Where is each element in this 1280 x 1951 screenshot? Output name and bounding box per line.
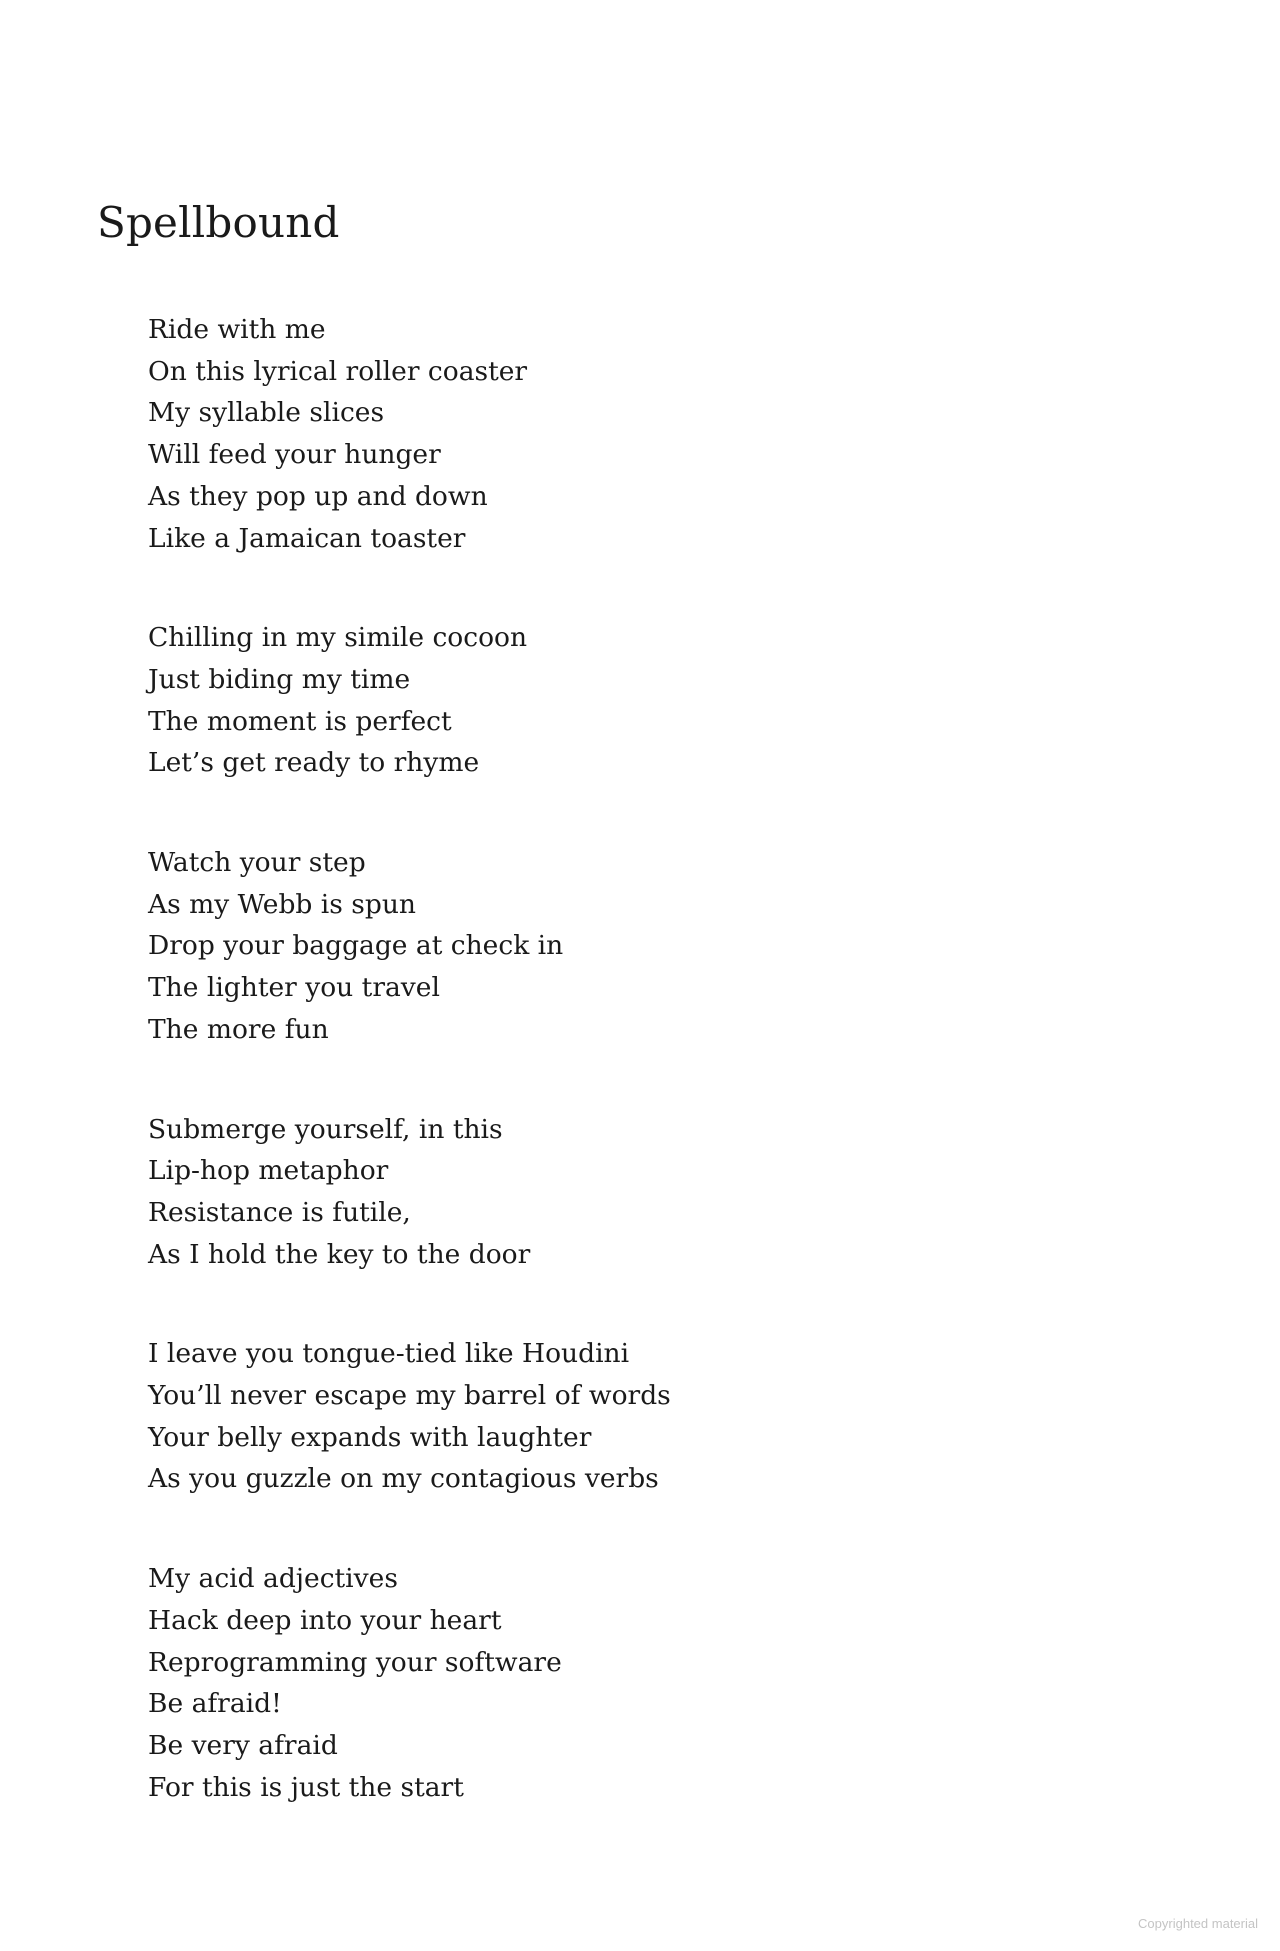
poem-line: The more fun xyxy=(148,1013,329,1045)
poem-line: For this is just the start xyxy=(148,1771,464,1803)
stanza-4 xyxy=(148,1109,1048,1276)
poem-line: The lighter you travel xyxy=(148,972,440,1004)
poem-line: Will feed your hunger xyxy=(148,439,441,471)
stanza-6 xyxy=(148,1558,1048,1808)
poem-line: Just biding my time xyxy=(148,663,411,695)
poem-line: As my Webb is spun xyxy=(148,888,416,920)
poem-line: My acid adjectives xyxy=(148,1563,398,1595)
poem-line: Be very afraid xyxy=(148,1729,338,1761)
poem-line: On this lyrical roller coaster xyxy=(148,355,528,387)
poem-line: Watch your step xyxy=(148,847,366,879)
poem-body xyxy=(148,309,1048,1808)
poem-line: My syllable slices xyxy=(148,397,385,429)
poem-line: Submerge yourself, in this xyxy=(148,1113,503,1145)
stanza-1 xyxy=(148,309,1048,559)
copyright-watermark: Copyrighted material xyxy=(1138,1916,1258,1931)
poem-line: Reprogramming your software xyxy=(148,1646,562,1678)
poem-line: Hack deep into your heart xyxy=(148,1604,502,1636)
poem-line: I leave you tongue-tied like Houdini xyxy=(148,1338,630,1370)
poem-line: Like a Jamaican toaster xyxy=(148,522,466,554)
poem-line: Resistance is futile, xyxy=(148,1196,411,1228)
poem-line: Your belly expands with laughter xyxy=(148,1421,592,1453)
poem-line: As they pop up and down xyxy=(148,480,488,512)
poem-line: Drop your baggage at check in xyxy=(148,930,564,962)
poem-line: Ride with me xyxy=(148,314,326,345)
poem-title: Spellbound xyxy=(97,198,340,247)
poem-line: Let’s get ready to rhyme xyxy=(148,747,480,779)
stanza-5 xyxy=(148,1333,1048,1500)
stanza-2 xyxy=(148,617,1048,784)
poem-line: As you guzzle on my contagious verbs xyxy=(148,1463,659,1495)
poem-line: You’ll never escape my barrel of words xyxy=(148,1380,671,1412)
poem-line: Lip-hop metaphor xyxy=(148,1155,389,1187)
poem-line: Chilling in my simile cocoon xyxy=(148,622,528,654)
poem-line: The moment is perfect xyxy=(148,705,452,737)
poem-line: As I hold the key to the door xyxy=(148,1238,531,1270)
poem-line: Be afraid! xyxy=(148,1688,282,1720)
stanza-3 xyxy=(148,842,1048,1051)
